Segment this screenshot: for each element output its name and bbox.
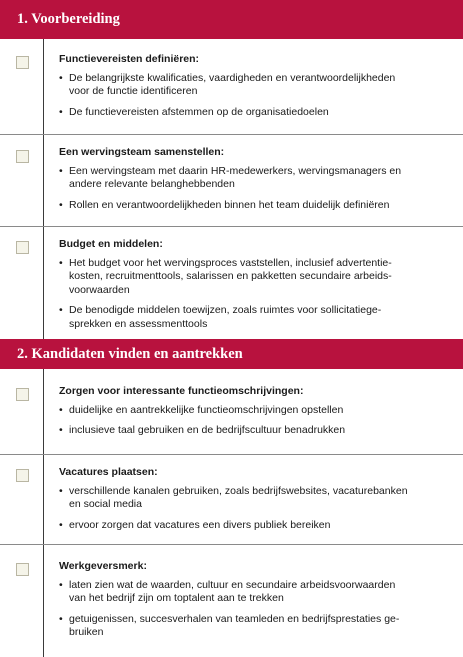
checklist-item: [0, 39, 463, 134]
item-title: Vacatures plaatsen:: [59, 466, 158, 478]
bullet-point: • verschillende kanalen gebruiken, zoals bedrijfswebsites, vacaturebanken en social media: [59, 484, 408, 510]
bullet-point: • De benodigde middelen toewijzen, zoals ruimtes voor sollicitatiege- sprekken en assessmenttools: [59, 304, 382, 330]
item-title: Functievereisten definiëren:: [59, 53, 200, 65]
item-content: [59, 560, 457, 647]
checkbox[interactable]: [16, 563, 29, 576]
checklist-item: [0, 544, 463, 657]
section-title: 2. Kandidaten vinden en aantrekken: [17, 345, 243, 362]
item-title: Een wervingsteam samenstellen:: [59, 146, 225, 158]
bullet-point: • De belangrijkste kwalificaties, vaardigheden en verantwoordelijkheden voor de functie identificeren: [59, 71, 396, 97]
item-content: [59, 146, 457, 219]
bullet-point: • inclusieve taal gebruiken en de bedrijfscultuur benadrukken: [59, 424, 346, 436]
checklist-item: [0, 226, 463, 339]
checkbox[interactable]: [16, 388, 29, 401]
bullet-point: • De functievereisten afstemmen op de organisatiedoelen: [59, 105, 329, 118]
checklist-item: [0, 134, 463, 226]
checklist-item: [0, 369, 463, 454]
item-title: Budget en middelen:: [59, 238, 163, 250]
section-header: [0, 0, 463, 39]
checkbox[interactable]: [16, 150, 29, 163]
item-title: Zorgen voor interessante functieomschrijvingen:: [59, 385, 304, 397]
item-content: [59, 385, 457, 445]
checklist-item: [0, 454, 463, 544]
checkbox[interactable]: [16, 241, 29, 254]
bullet-point: • Rollen en verantwoordelijkheden binnen het team duidelijk definiëren: [59, 198, 390, 211]
item-content: [59, 53, 457, 126]
bullet-point: • Een wervingsteam met daarin HR-medewerkers, wervingsmanagers en andere relevante belanghebbenden: [59, 164, 402, 190]
section-header: [0, 339, 463, 369]
bullet-point: • getuigenissen, succesverhalen van teamleden en bedrijfsprestaties ge- bruiken: [59, 612, 400, 638]
bullet-point: • duidelijke en aantrekkelijke functieomschrijvingen opstellen: [59, 403, 344, 416]
section-title: 1. Voorbereiding: [17, 11, 120, 27]
bullet-point: • ervoor zorgen dat vacatures een divers publiek bereiken: [59, 518, 331, 531]
item-content: [59, 466, 457, 539]
checkbox[interactable]: [16, 469, 29, 482]
item-title: Werkgeversmerk:: [59, 560, 147, 572]
bullet-point: • laten zien wat de waarden, cultuur en secundaire arbeidsvoorwaarden van het bedrijf zijn om toptalent aan te trekken: [59, 578, 396, 604]
bullet-point: • Het budget voor het wervingsproces vaststellen, inclusief advertentie- kosten, recruitmenttools, salarissen en pakketten secundaire arbeids- voorwaarden: [59, 256, 392, 296]
checkbox[interactable]: [16, 56, 29, 69]
item-content: [59, 238, 457, 338]
